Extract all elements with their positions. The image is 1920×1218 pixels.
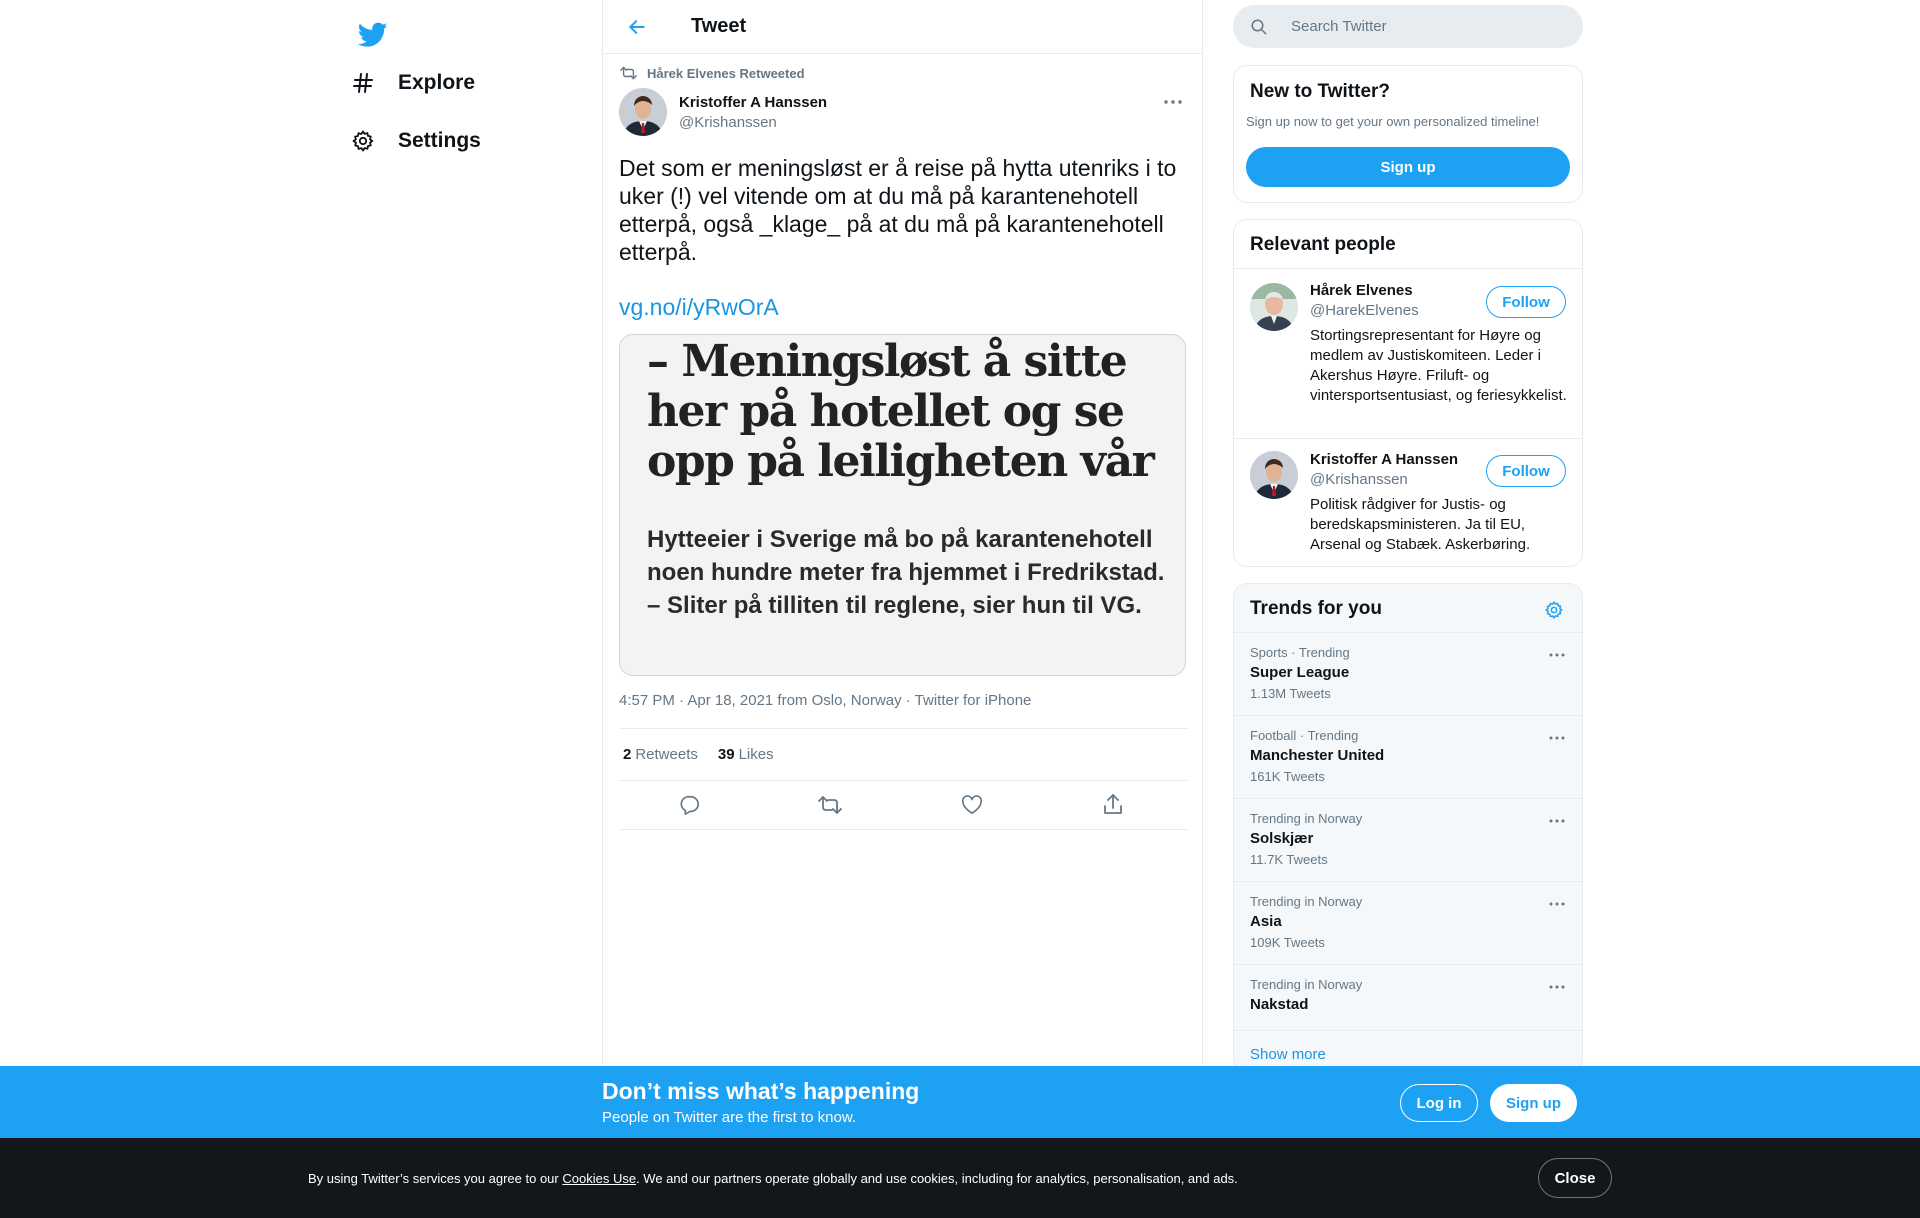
banner-subtitle: People on Twitter are the first to know. bbox=[602, 1109, 857, 1126]
avatar[interactable] bbox=[619, 88, 667, 136]
likes-label: Likes bbox=[738, 746, 774, 763]
show-more-link[interactable]: Show more bbox=[1250, 1046, 1326, 1063]
trend-item[interactable] bbox=[1234, 715, 1582, 798]
more-options-icon[interactable] bbox=[1546, 730, 1568, 746]
reply-icon[interactable] bbox=[676, 792, 702, 818]
trend-name: Nakstad bbox=[1250, 996, 1309, 1013]
trend-name: Asia bbox=[1250, 913, 1282, 930]
retweet-icon bbox=[619, 64, 637, 82]
trend-category: Trending in Norway bbox=[1250, 977, 1363, 992]
trend-category: Football · Trending bbox=[1250, 728, 1359, 743]
nav-settings-label: Settings bbox=[398, 129, 481, 152]
trend-item[interactable] bbox=[1234, 632, 1582, 715]
new-to-twitter-description: Sign up now to get your own personalized timeline! bbox=[1246, 114, 1540, 129]
relevant-people-box bbox=[1233, 219, 1583, 567]
page-title: Tweet bbox=[691, 15, 747, 37]
tweet-column bbox=[602, 0, 1203, 1218]
retweets-count: 2 bbox=[623, 746, 632, 763]
more-options-icon[interactable] bbox=[1546, 896, 1568, 912]
signup-banner bbox=[0, 1066, 1920, 1138]
link-card[interactable] bbox=[619, 334, 1186, 676]
tweet-header bbox=[603, 0, 1202, 54]
person-bio: Stortingsrepresentant for Høyre og medlem av Justiskomiteen. Leder i Akershus Høyre. Friluft- og vintersportsentusiast, og feriesykkelist. bbox=[1310, 327, 1567, 404]
divider bbox=[1234, 1030, 1582, 1031]
retweets-label: Retweets bbox=[635, 746, 698, 763]
trend-count: 161K Tweets bbox=[1250, 769, 1325, 784]
trend-category: Trending in Norway bbox=[1250, 811, 1363, 826]
more-options-icon[interactable] bbox=[1546, 979, 1568, 995]
retweets-stat[interactable] bbox=[623, 746, 698, 763]
person-handle[interactable]: @HarekElvenes bbox=[1310, 302, 1419, 319]
retweet-context-label: Hårek Elvenes Retweeted bbox=[647, 65, 805, 81]
cookie-banner bbox=[0, 1138, 1920, 1218]
tweet-timestamp[interactable]: 4:57 PM · Apr 18, 2021 from Oslo, Norway · Twitter for iPhone bbox=[619, 692, 1032, 709]
author-name[interactable]: Kristoffer A Hanssen bbox=[679, 94, 828, 111]
twitter-logo-icon[interactable] bbox=[348, 10, 398, 60]
tweet-text: Det som er meningsløst er å reise på hytta utenriks i to uker (!) vel vitende om at du må på karantenehotell etterpå, også _klage_ på at du må på karantenehotell etterpå. bbox=[619, 155, 1177, 265]
tweet-author[interactable] bbox=[619, 88, 827, 136]
like-heart-icon[interactable] bbox=[959, 792, 985, 818]
search-icon bbox=[1249, 17, 1269, 37]
gear-icon bbox=[350, 128, 376, 154]
cookie-text-before: By using Twitter’s services you agree to our bbox=[308, 1171, 563, 1186]
likes-count: 39 bbox=[717, 746, 735, 763]
card-headline: – Meningsløst å sitte her på hotellet og se opp på leiligheten vår bbox=[647, 336, 1154, 487]
trend-item[interactable] bbox=[1234, 964, 1582, 1030]
trend-item[interactable] bbox=[1234, 881, 1582, 964]
share-icon[interactable] bbox=[1100, 792, 1126, 818]
likes-stat[interactable] bbox=[718, 746, 774, 763]
nav-explore[interactable] bbox=[350, 58, 475, 108]
hashtag-icon bbox=[350, 70, 376, 96]
login-button[interactable]: Log in bbox=[1400, 1084, 1478, 1122]
avatar[interactable] bbox=[1250, 451, 1298, 499]
follow-button[interactable]: Follow bbox=[1486, 455, 1566, 487]
trend-item[interactable] bbox=[1234, 798, 1582, 881]
person-name[interactable]: Kristoffer A Hanssen bbox=[1310, 451, 1459, 468]
trend-name: Manchester United bbox=[1250, 747, 1385, 764]
person-item[interactable] bbox=[1234, 438, 1582, 566]
card-subheadline: Hytteeier i Sverige må bo på karantenehotell noen hundre meter fra hjemmet i Fredrikstad. – Sliter på tilliten til reglene, sier hun til VG. bbox=[647, 526, 1165, 619]
avatar[interactable] bbox=[1250, 283, 1298, 331]
search-box[interactable] bbox=[1233, 5, 1583, 48]
retweet-context[interactable] bbox=[619, 64, 805, 82]
follow-button[interactable]: Follow bbox=[1486, 286, 1566, 318]
trend-category: Trending in Norway bbox=[1250, 894, 1363, 909]
search-input[interactable] bbox=[1291, 18, 1571, 35]
new-to-twitter-title: New to Twitter? bbox=[1250, 81, 1391, 102]
trend-name: Solskjær bbox=[1250, 830, 1314, 847]
relevant-people-title: Relevant people bbox=[1250, 234, 1396, 255]
cookie-notice bbox=[308, 1171, 1238, 1186]
trends-title: Trends for you bbox=[1250, 598, 1382, 619]
banner-signup-button[interactable]: Sign up bbox=[1490, 1084, 1577, 1122]
person-item[interactable] bbox=[1234, 268, 1582, 438]
cookies-use-link[interactable]: Cookies Use bbox=[562, 1171, 637, 1186]
more-options-icon[interactable] bbox=[1546, 647, 1568, 663]
back-arrow-icon[interactable] bbox=[621, 11, 653, 43]
author-handle[interactable]: @Krishanssen bbox=[679, 114, 777, 131]
tweet-link[interactable]: vg.no/i/yRwOrA bbox=[619, 294, 779, 320]
banner-title: Don’t miss what’s happening bbox=[602, 1078, 920, 1104]
tweet-actions bbox=[619, 782, 1188, 830]
person-name[interactable]: Hårek Elvenes bbox=[1310, 282, 1413, 299]
trend-name: Super League bbox=[1250, 664, 1350, 681]
nav-settings[interactable] bbox=[350, 116, 481, 166]
new-to-twitter-box bbox=[1233, 65, 1583, 203]
person-bio: Politisk rådgiver for Justis- og beredskapsministeren. Ja til EU, Arsenal og Stabæk. Askerbøring. bbox=[1310, 496, 1531, 553]
person-handle[interactable]: @Krishanssen bbox=[1310, 471, 1408, 488]
retweet-icon[interactable] bbox=[817, 792, 843, 818]
tweet-stats bbox=[619, 728, 1188, 781]
nav-explore-label: Explore bbox=[398, 71, 476, 94]
trend-count: 109K Tweets bbox=[1250, 935, 1325, 950]
close-cookie-button[interactable]: Close bbox=[1538, 1158, 1612, 1198]
more-options-icon[interactable] bbox=[1158, 92, 1188, 112]
trend-category: Sports · Trending bbox=[1250, 645, 1350, 660]
more-options-icon[interactable] bbox=[1546, 813, 1568, 829]
trend-count: 11.7K Tweets bbox=[1250, 852, 1328, 867]
trends-settings-gear-icon[interactable] bbox=[1542, 598, 1566, 622]
sidebar-signup-button[interactable]: Sign up bbox=[1246, 147, 1570, 187]
trends-box bbox=[1233, 583, 1583, 1073]
cookie-text-after: . We and our partners operate globally and use cookies, including for analytics, personalisation, and ads. bbox=[636, 1171, 1238, 1186]
trend-count: 1.13M Tweets bbox=[1250, 686, 1331, 701]
